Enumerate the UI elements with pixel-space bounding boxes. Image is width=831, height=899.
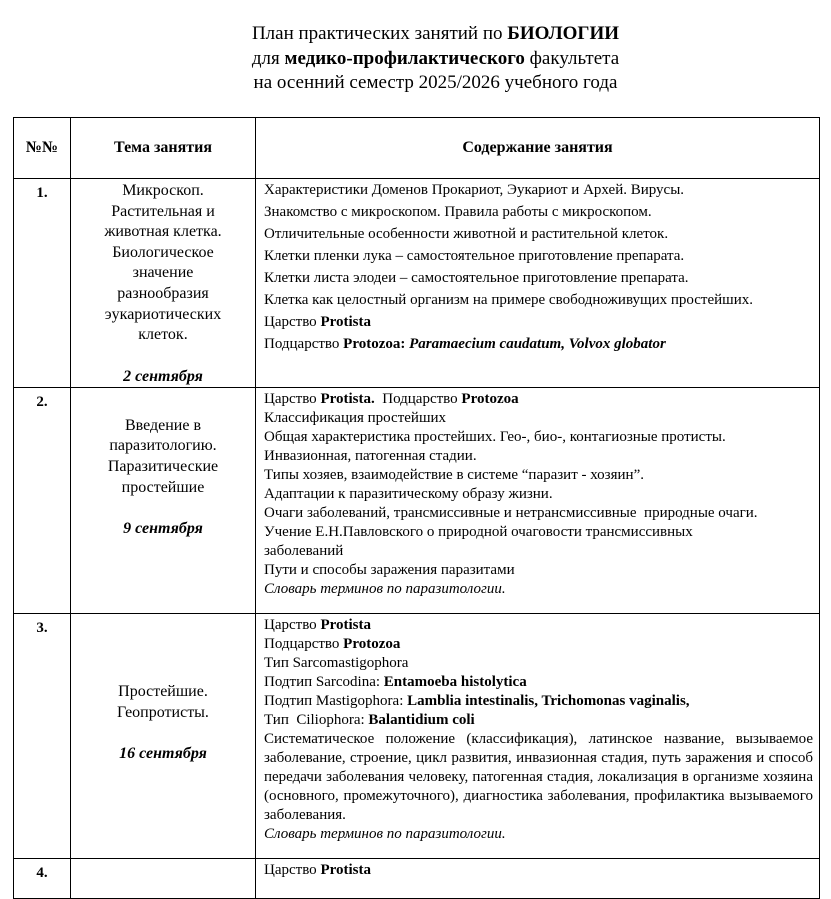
content-line — [264, 692, 813, 711]
content-paragraph: Систематическое положение (классификация), латинское название, вызываемое заболевание, строение, цикл развития, инвазионная стадия, путь заражения и способ передачи заболевания человеку, патогенная стадия, локализация в организме хозяина (основного, промежуточного), диагностика заболевания, профилактика вызываемого заболевания. — [264, 731, 813, 824]
table-row — [14, 859, 820, 899]
content-bold: Protozoa — [343, 636, 401, 653]
topic-line: Биологическое — [112, 243, 214, 261]
topic-line: паразитологию. — [109, 437, 217, 455]
header-line-1-text: План практических занятий по — [251, 23, 508, 44]
lesson-date: 16 сентября — [119, 745, 207, 763]
content-line — [264, 313, 813, 332]
topic-line: Растительная и — [111, 202, 215, 220]
header-line-1 — [0, 22, 831, 47]
content-bold: Protista — [320, 862, 371, 879]
row-number: 3. — [14, 614, 71, 859]
topic-line: значение — [132, 264, 194, 282]
content-text: Царство — [264, 862, 321, 879]
content-line: Клетки пленки лука – самостоятельное приготовление препарата. — [264, 248, 685, 264]
content-text: Подцарство — [264, 636, 344, 653]
content-text: Подцарство — [374, 391, 462, 408]
content-line: Пути и способы заражения паразитами — [264, 562, 515, 579]
row-topic — [71, 179, 256, 388]
table-row — [14, 179, 820, 388]
content-bold: Lamblia intestinalis, Trichomonas vaginalis, — [407, 693, 690, 710]
content-line: Адаптации к паразитическому образу жизни. — [264, 486, 553, 503]
topic-line: Простейшие. — [118, 682, 208, 700]
topic-line: животная клетка. — [104, 223, 222, 241]
col-header-num: №№ — [14, 118, 71, 179]
content-line: Общая характеристика простейших. Гео-, био-, контагиозные протисты. — [264, 429, 726, 446]
header-faculty: медико-профилактического — [284, 47, 525, 69]
content-line: Клетка как целостный организм на примере свободноживущих простейших. — [264, 292, 753, 308]
topic-line: простейшие — [121, 478, 205, 496]
col-header-topic: Тема занятия — [71, 118, 256, 179]
content-bold: Protozoa — [461, 391, 519, 408]
topic-line: Микроскоп. — [122, 182, 204, 199]
topic-line: эукариотических — [104, 305, 222, 323]
header-line-2-suffix: факультета — [524, 47, 620, 69]
table-row — [14, 388, 820, 614]
content-bold: Protista — [320, 617, 371, 634]
lesson-date: 9 сентября — [123, 520, 203, 538]
content-line — [264, 711, 813, 730]
row-topic — [71, 614, 256, 859]
content-line: Учение Е.Н.Павловского о природной очаговости трансмиссивных заболеваний — [264, 524, 693, 560]
content-text: Царство — [264, 314, 321, 330]
content-line: Тип Sarcomastigophora — [264, 655, 409, 672]
row-content — [256, 614, 820, 859]
content-bold: Protozoa: — [343, 336, 406, 352]
content-bold: Protista — [320, 314, 371, 330]
row-topic — [71, 388, 256, 614]
content-text: Тип Ciliophora: — [264, 712, 369, 729]
content-line: Классификация простейших — [264, 410, 447, 427]
content-text: Подцарство — [264, 336, 344, 352]
content-line — [264, 616, 813, 635]
header-line-2 — [0, 47, 831, 72]
content-text: Подтип Sarcodina: — [264, 674, 384, 691]
content-italic: Словарь терминов по паразитологии. — [264, 826, 506, 843]
content-line — [264, 673, 813, 692]
content-line — [264, 335, 813, 354]
header-subject: БИОЛОГИИ — [507, 23, 620, 44]
row-number: 1. — [14, 179, 71, 388]
content-line — [264, 635, 813, 654]
topic-line: Введение в — [124, 416, 202, 434]
content-line: Знакомство с микроскопом. Правила работы с микроскопом. — [264, 204, 652, 220]
content-bold: Balantidium coli — [368, 712, 475, 729]
topic-line: разнообразия — [117, 284, 209, 302]
content-text: Царство — [264, 391, 321, 408]
row-number: 2. — [14, 388, 71, 614]
topic-line: клеток. — [138, 326, 188, 344]
table-row — [14, 614, 820, 859]
content-text: Царство — [264, 617, 321, 634]
lesson-date: 2 сентября — [123, 367, 203, 385]
col-header-content: Содержание занятия — [256, 118, 820, 179]
content-line: Отличительные особенности животной и растительной клеток. — [264, 226, 669, 242]
content-line — [264, 390, 813, 409]
content-line: Характеристики Доменов Прокариот, Эукариот и Архей. Вирусы. — [264, 182, 685, 198]
content-bold: Entamoeba histolytica — [383, 674, 527, 691]
row-number: 4. — [14, 859, 71, 899]
topic-line: Геопротисты. — [117, 703, 209, 721]
content-line — [264, 825, 813, 844]
row-topic — [71, 859, 256, 899]
content-italic: Словарь терминов по паразитологии. — [264, 581, 506, 598]
content-line: Очаги заболеваний, трансмиссивные и нетрансмиссивные природные очаги. — [264, 505, 758, 522]
content-bold: Protista. — [320, 391, 375, 408]
table-header-row — [14, 118, 820, 179]
content-line: Типы хозяев, взаимодействие в системе “паразит - хозяин”. — [264, 467, 644, 484]
header-line-3: на осенний семестр 2025/2026 учебного года — [253, 72, 618, 93]
row-content — [256, 388, 820, 614]
content-text: Подтип Mastigophora: — [264, 693, 408, 710]
row-content — [256, 859, 820, 899]
content-line: Инвазионная, патогенная стадии. — [264, 448, 477, 465]
content-line — [264, 580, 813, 599]
content-line — [264, 861, 813, 880]
content-species: Paramaecium caudatum, Volvox globator — [405, 336, 666, 352]
topic-line: Паразитические — [107, 458, 219, 476]
content-line: Клетки листа элодеи – самостоятельное приготовление препарата. — [264, 270, 689, 286]
row-content — [256, 179, 820, 388]
document-header — [0, 22, 831, 96]
schedule-table — [13, 117, 820, 899]
header-line-2-prefix: для — [251, 47, 285, 69]
